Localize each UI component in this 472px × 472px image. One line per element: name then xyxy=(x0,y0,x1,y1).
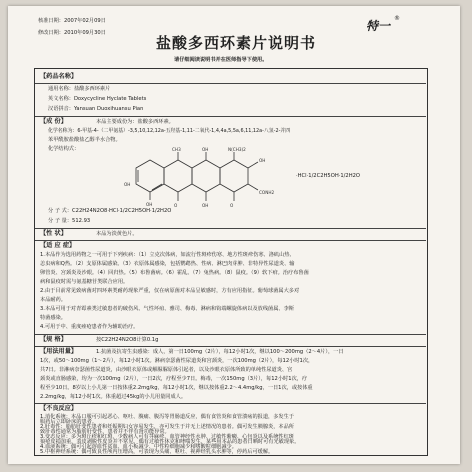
registered-mark-icon: ® xyxy=(394,15,400,22)
svg-text:OH: OH xyxy=(146,202,153,207)
svg-text:N(CH3)2: N(CH3)2 xyxy=(228,147,246,152)
structure-label: 化学结构式： xyxy=(48,146,80,152)
adverse-line: 3.变态反应：多为斑丘疹和红斑，少数病人可有荨麻疹、血管神经性水肿、过敏性紫癜、心包炎以及系统性红斑 xyxy=(40,434,294,440)
indication-line: 卵管炎、宫颈炎及沙眼。（4）回归热。（5）布鲁菌病。（6）霍乱。（7）兔热病。（8）鼠疫。（9）软下疳。治疗布鲁菌 xyxy=(40,270,309,276)
molecular-weight: 分 子 量：512.93 xyxy=(48,218,91,224)
adverse-line: 狼疮皮损加重，表皮剥脱性皮炎并不常见。偶有过敏性休克和哮喘发生，某些用本品的患者日晒时可有光敏现象。 xyxy=(40,439,300,445)
divider xyxy=(35,346,426,347)
molecular-formula: 分 子 式：C22H24N2O8·HCl·1/2C2H5OH·1/2H2O xyxy=(48,208,172,214)
section-indication-heading: 【适 应 症】 xyxy=(40,242,76,249)
indication-line: 特菌感染。 xyxy=(40,315,66,321)
spec-text: 按C22H24N2O8计算0.1g xyxy=(96,337,159,343)
section-character-heading: 【性 状】 xyxy=(40,230,67,237)
chemical-structure-diagram xyxy=(116,146,296,208)
page-subtitle: 请仔细阅读说明书并在医师指导下使用。 xyxy=(174,57,268,63)
usage-line: 共7日。非淋病奈瑟菌性尿道炎，由沙眼衣原体或解脲脲原体引起者，以及沙眼衣原体所致的单纯性尿道炎、宫 xyxy=(40,367,293,373)
adverse-line: 2.肝毒性：脂肪肝变性患者和妊娠期妇女容易发生，亦可发生于并无上述情况的患者。偶可发生胰腺炎，本品所 xyxy=(40,424,294,430)
svg-text:OH: OH xyxy=(202,203,209,208)
svg-text:CONH2: CONH2 xyxy=(259,190,275,195)
svg-text:OH: OH xyxy=(202,147,209,152)
usage-line: 颈炎或直肠感染，均为一次100mg（2片），一日2次，疗程至少7日。梅毒，一次150mg（3片），每12小时1次，疗 xyxy=(40,376,308,382)
divider xyxy=(35,116,426,117)
instruction-leaflet xyxy=(8,6,460,464)
adverse-line: 服药后立即卧床的患者。 xyxy=(40,419,98,425)
usage-line: 2.2mg/kg，每12小时1次。体重超过45kg的小儿用量同成人。 xyxy=(40,394,187,400)
svg-text:OH: OH xyxy=(259,158,266,163)
divider xyxy=(35,334,426,335)
approval-date: 核准日期：2007年02月09日 xyxy=(38,18,106,24)
usage-line: 1次，或50～100mg（1～2片），每12小时1次。淋病奈瑟菌性尿道炎和宫颈炎，一次100mg（2片），每12小时1次， xyxy=(40,358,314,364)
section-composition-heading: 【成 份】 xyxy=(40,118,67,125)
divider xyxy=(35,83,426,84)
page-title: 盐酸多西环素片说明书 xyxy=(156,34,317,52)
svg-text:CH3: CH3 xyxy=(172,147,181,152)
indication-line: 4.可用于中、重度痤疮患者作为辅助治疗。 xyxy=(40,324,139,330)
divider xyxy=(35,403,426,404)
indication-line: 本品耐药。 xyxy=(40,297,66,303)
indication-line: 病和鼠疫时需与氨基糖苷类联合应用。 xyxy=(40,279,129,285)
brand-logo: 特一 xyxy=(366,19,391,33)
indication-line: 2.由于目前常见致病菌对四环素类耐药现象严重，仅在病原菌对本品呈敏感时，方有应用指征。葡萄球菌属大多对 xyxy=(40,288,300,294)
adverse-line: 5.中枢神经系统：偶可致良性颅内压增高，可表现为头痛、呕吐、视神经乳头水肿等，停药后可缓解。 xyxy=(40,449,274,455)
revision-date: 修改日期：2010年09月30日 xyxy=(38,30,106,36)
adverse-line: 4.血液系统：偶可引起溶血性贫血、血小板减少、中性粒细胞减少和嗜酸粒细胞减少。 xyxy=(40,444,237,450)
divider xyxy=(35,240,426,241)
section-adverse-heading: 【不良反应】 xyxy=(40,405,78,412)
english-name: 英文名称：Doxycycline Hyclate Tablets xyxy=(48,96,147,102)
svg-text:O: O xyxy=(230,203,234,208)
section-name-heading: 【药品名称】 xyxy=(40,73,78,80)
chemical-name: 化学名称为：6-甲基-4-（二甲氨基）-3,5,10,12,12a-五羟基-1,11-二氧代-1,4,4a,5,5a,6,11,12a-八氢-2-并四 xyxy=(48,128,291,134)
svg-text:O: O xyxy=(174,203,178,208)
generic-name: 通用名称：盐酸多西环素片 xyxy=(48,86,111,92)
adverse-line: 1.消化系统：本品口服可引起恶心、呕吐、腹痛、腹泻等胃肠道反应，偶有食管炎和食管溃疡的报道，多发生于 xyxy=(40,414,294,420)
section-spec-heading: 【规 格】 xyxy=(40,336,67,343)
usage-line: 程至少10日。8岁以上小儿第一日按体重2.2mg/kg，每12小时1次，继以按体重2.2～4.4mg/kg，一日1次，或按体重 xyxy=(40,385,313,391)
indication-line: 3.本品可用于对青霉素类过敏患者的破伤风、气性坏疽、雅司、梅毒、淋病和钩端螺旋体病以及放线菌属、李斯 xyxy=(40,306,294,312)
section-usage-heading: 【用法用量】 xyxy=(40,348,78,355)
adverse-line: 致肝毒性通常为脂肪肝变性，患者并不伴有肾功能异常。 xyxy=(40,429,170,435)
salt-hydrate-label: ·HCl·1/2C2H5OH·1/2H2O xyxy=(296,173,361,179)
indication-line: 1.本品作为选用药物之一可用于下列疾病：（1）立克次体病，如流行性斑疹伤寒、地方性斑疹伤寒、洛矶山热、 xyxy=(40,252,295,258)
pinyin-name: 汉语拼音：Yansuan Duoxihuansu Pian xyxy=(48,106,144,112)
usage-line: 1.抗菌及抗寄生虫感染：成人，第一日100mg（2片），每12小时1次，继以100～200mg（2～4片），一日 xyxy=(96,349,344,355)
divider xyxy=(35,228,426,229)
indication-line: 恙虫病和Q热。（2）支原体属感染。（3）衣原体属感染，包括鹦鹉热、性病、淋巴肉芽肿、非特异性尿道炎、输 xyxy=(40,261,295,267)
svg-text:OH: OH xyxy=(124,182,131,187)
composition-main: 本品主要成份为：盐酸多西环素。 xyxy=(96,119,174,125)
chemical-name-cont: 苯甲酰胺盐酸盐乙醇半水合物。 xyxy=(48,137,121,143)
character-text: 本品为淡黄色片。 xyxy=(96,231,138,237)
